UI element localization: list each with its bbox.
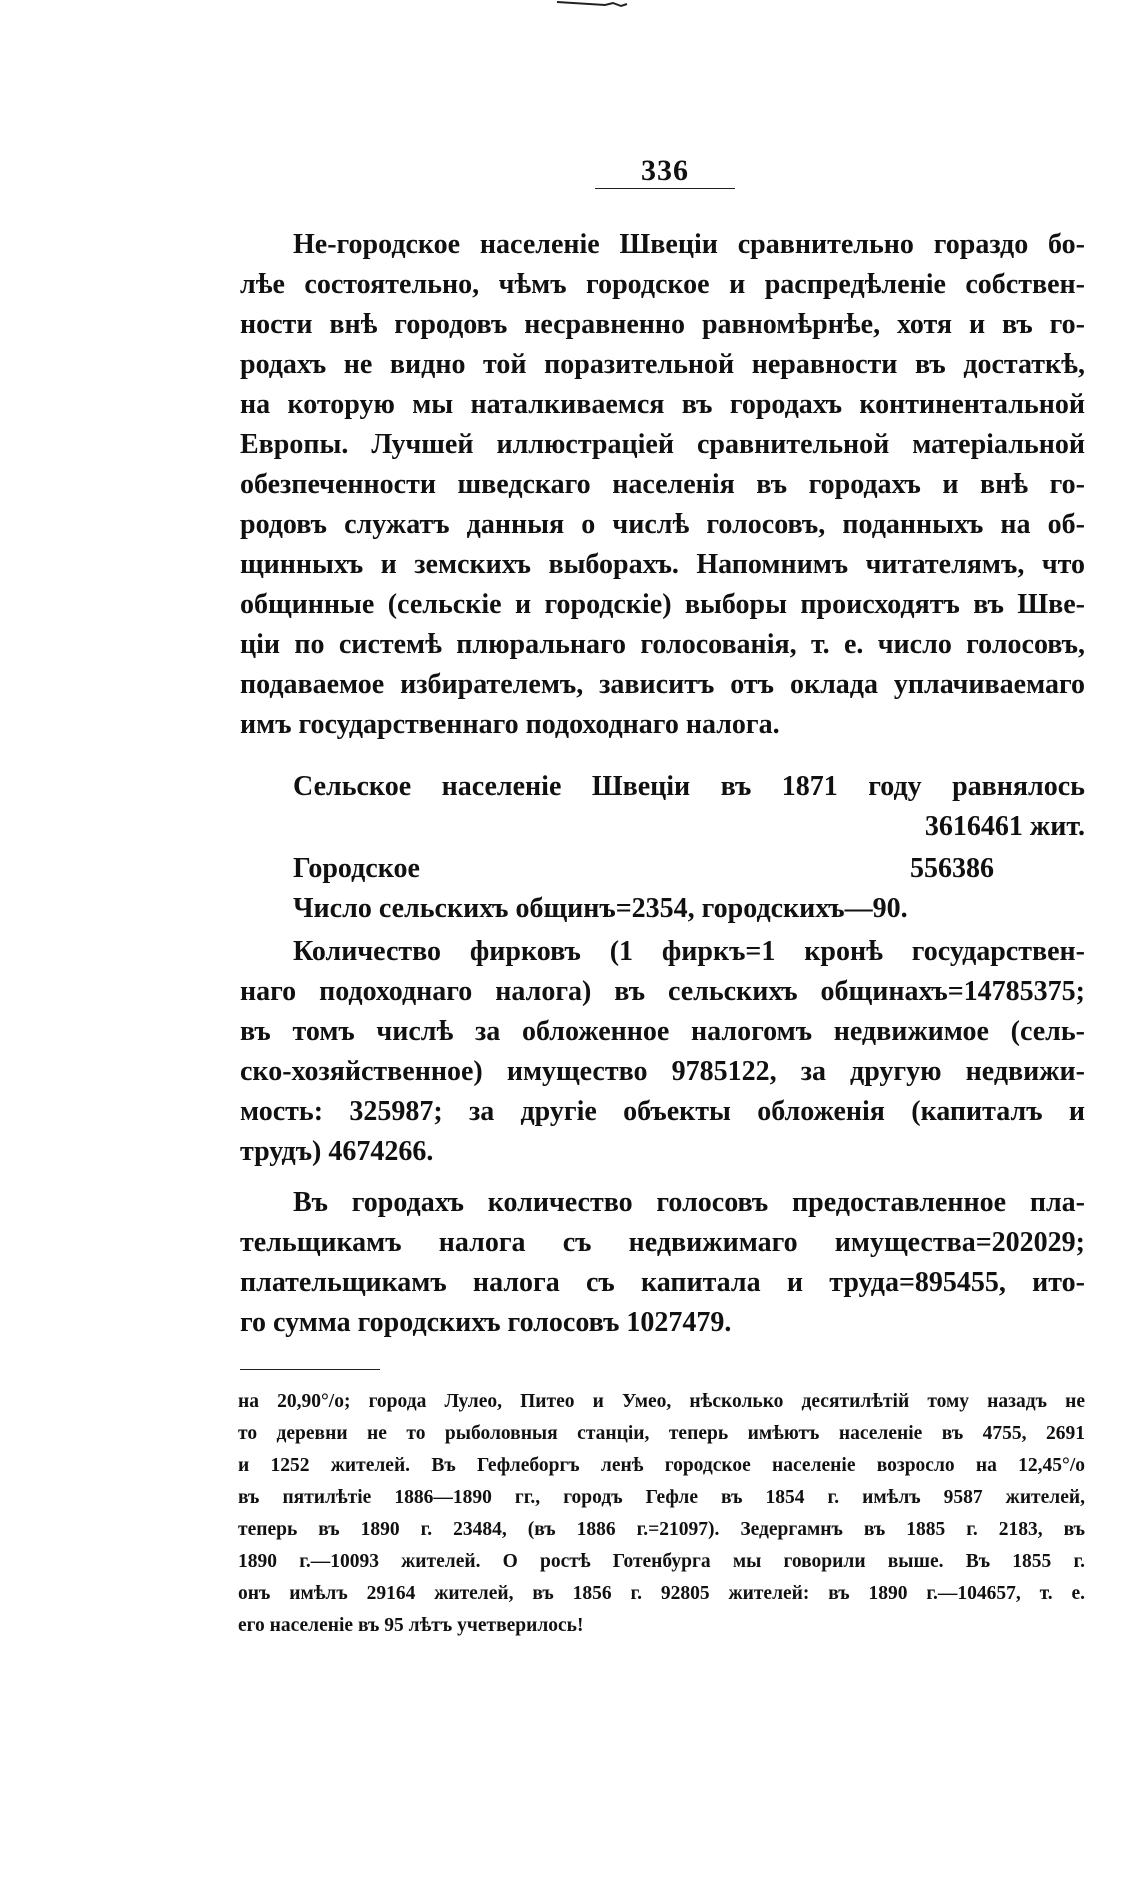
footnote-line: 1890 г.—10093 жителей. О ростѣ Готенбурга мы говорили выше. Въ 1855 г. — [238, 1551, 1085, 1572]
paragraph-2-line: мость: 325987; за другіе объекты обложенія (капиталъ и — [240, 1096, 1085, 1127]
rural-population-line: Сельское населеніе Швеціи въ 1871 году равнялось — [293, 771, 1085, 802]
page-number: 336 — [641, 154, 689, 187]
paragraph-1-line: подаваемое избирателемъ, зависитъ отъ оклада уплачиваемаго — [240, 669, 1085, 700]
paragraph-1-line: родахъ не видно той поразительной неравности въ достаткѣ, — [240, 349, 1085, 380]
scan-artifact-mark — [555, 0, 630, 8]
paragraph-1-line: лѣе состоятельно, чѣмъ городское и распредѣленіе собствен- — [240, 269, 1085, 300]
footnote-line: его населеніе въ 95 лѣтъ учетверилось! — [238, 1615, 584, 1636]
footnote-line: на 20,90°/о; города Лулео, Питео и Умео, нѣсколько десятилѣтій тому назадъ не — [238, 1391, 1085, 1412]
footnote-line: въ пятилѣтіе 1886—1890 гг., городъ Гефле въ 1854 г. имѣлъ 9587 жителей, — [238, 1487, 1085, 1508]
paragraph-1-line: щинныхъ и земскихъ выборахъ. Напомнимъ читателямъ, что — [240, 549, 1085, 580]
footnote-line: и 1252 жителей. Въ Гефлеборгъ ленѣ городское населеніе возросло на 12,45°/о — [238, 1455, 1085, 1476]
paragraph-1-line: Не-городское населеніе Швеціи сравнительно гораздо бо- — [293, 229, 1085, 260]
urban-population-value: 556386 — [910, 853, 994, 884]
paragraph-3-line: плательщикамъ налога съ капитала и труда=895455, ито- — [240, 1267, 1085, 1298]
paragraph-1-line: ціи по системѣ плюральнаго голосованія, т. е. число голосовъ, — [240, 629, 1085, 660]
paragraph-1-line: на которую мы наталкиваемся въ городахъ континентальной — [240, 389, 1085, 420]
footnote-line: теперь въ 1890 г. 23484, (въ 1886 г.=21097). Зедергамнъ въ 1885 г. 2183, въ — [238, 1519, 1085, 1540]
page-number-rule — [595, 188, 735, 189]
paragraph-2-line: въ томъ числѣ за обложенное налогомъ недвижимое (сель- — [240, 1016, 1085, 1047]
paragraph-2-line: Количество фирковъ (1 фиркъ=1 кронѣ государствен- — [293, 936, 1085, 967]
paragraph-1-line: ности внѣ городовъ несравненно равномѣрнѣе, хотя и въ го- — [240, 309, 1085, 340]
paragraph-2-line: трудъ) 4674266. — [240, 1136, 434, 1167]
paragraph-2-line: ско-хозяйственное) имущество 9785122, за другую недвижи- — [240, 1056, 1085, 1087]
paragraph-2-line: наго подоходнаго налога) въ сельскихъ общинахъ=14785375; — [240, 976, 1085, 1007]
paragraph-1-line: Европы. Лучшей иллюстраціей сравнительной матеріальной — [240, 429, 1085, 460]
rural-population-value: 3616461 жит. — [924, 811, 1085, 842]
communes-count-line: Число сельскихъ общинъ=2354, городскихъ—90. — [293, 893, 908, 924]
paragraph-1-line: общинные (сельскіе и городскіе) выборы происходятъ въ Шве- — [240, 589, 1085, 620]
paragraph-1-line: родовъ служатъ данныя о числѣ голосовъ, поданныхъ на об- — [240, 509, 1085, 540]
paragraph-1-line: обезпеченности шведскаго населенія въ городахъ и внѣ го- — [240, 469, 1085, 500]
urban-population-label: Городское — [293, 853, 420, 884]
paragraph-3-line: Въ городахъ количество голосовъ предоставленное пла- — [293, 1187, 1085, 1218]
paragraph-3-line: тельщикамъ налога съ недвижимаго имущества=202029; — [240, 1227, 1085, 1258]
paragraph-3-line: го сумма городскихъ голосовъ 1027479. — [240, 1307, 732, 1338]
footnote-line: онъ имѣлъ 29164 жителей, въ 1856 г. 92805 жителей: въ 1890 г.—104657, т. е. — [238, 1583, 1085, 1604]
footnote-separator — [240, 1369, 380, 1370]
paragraph-1-line: имъ государственнаго подоходнаго налога. — [240, 709, 780, 740]
footnote-line: то деревни не то рыболовныя станціи, теперь имѣютъ населеніе въ 4755, 2691 — [238, 1423, 1085, 1444]
